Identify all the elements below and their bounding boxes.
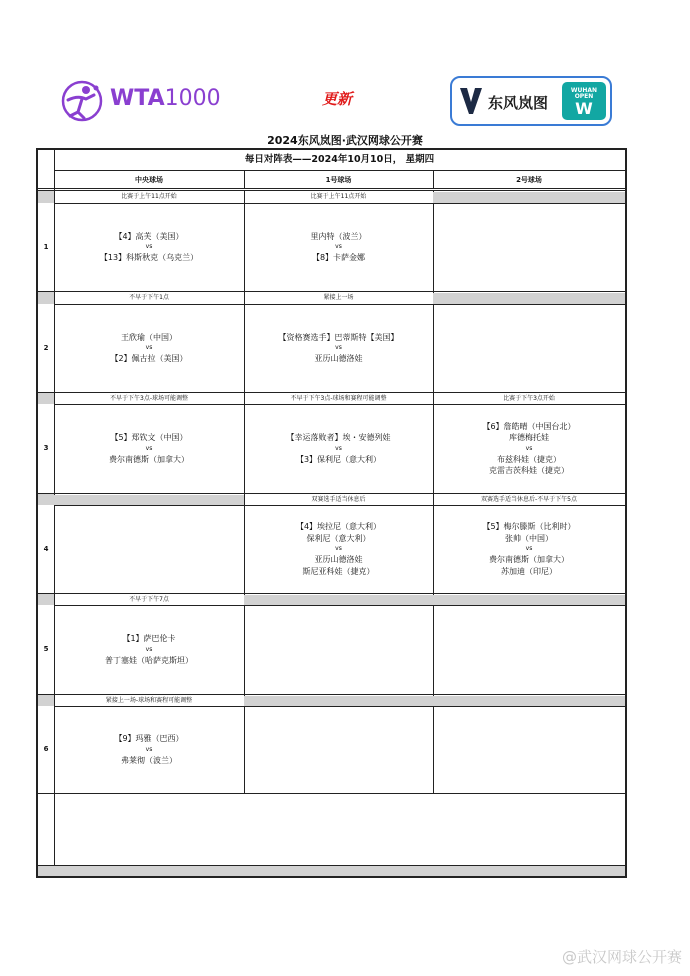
footer-band	[38, 866, 625, 876]
match-cell	[433, 706, 625, 793]
match-cell	[244, 404, 433, 493]
match-cell	[244, 706, 433, 793]
versus-label: vs	[335, 545, 342, 552]
versus-label: vs	[145, 243, 153, 250]
row-divider	[38, 694, 625, 695]
match-note: 比赛于下午3点开始	[503, 395, 555, 402]
versus-label: vs	[525, 444, 533, 452]
match-cell	[433, 203, 625, 291]
note-band-left	[38, 593, 54, 605]
match-cell	[433, 404, 625, 493]
match-order-number: 6	[43, 745, 49, 753]
match-note: 不早于下午3点-球场可能调整	[110, 395, 188, 402]
match-cell	[244, 505, 433, 593]
watermark: @武汉网球公开赛	[561, 948, 682, 966]
player-name: 克雷吉茨科娃（捷克）	[489, 466, 569, 475]
versus-label: vs	[335, 344, 342, 351]
tennis-player-icon	[60, 78, 106, 124]
note-band-left	[38, 190, 54, 203]
match-cell	[54, 203, 244, 291]
player-name: 【4】高芙（美国）	[114, 231, 184, 241]
match-note: 双赛选手适当休息后	[311, 496, 366, 503]
match-note: 紧接上一场	[323, 294, 354, 301]
player-name: 斯尼亚科娃（捷克）	[302, 566, 375, 576]
wta-logo	[60, 78, 240, 126]
player-name: 亚历山德洛娃	[314, 555, 363, 564]
player-name: 亚历山德洛娃	[314, 354, 363, 363]
player-name: 【6】詹皓晴（中国台北）	[482, 421, 576, 431]
match-cell	[433, 605, 625, 694]
schedule-title: 每日对阵表——2024年10月10日， 星期四	[244, 154, 435, 165]
player-name: 里内特（波兰）	[310, 231, 367, 241]
player-name: 【2】佩古拉（美国）	[110, 354, 188, 363]
note-band-left	[38, 694, 54, 706]
badge-w-icon: W	[575, 99, 593, 118]
versus-label: vs	[525, 545, 533, 552]
versus-label: vs	[145, 444, 153, 452]
match-note	[433, 293, 625, 304]
player-name: 【资格赛选手】巴蒂斯特【美国】	[278, 332, 399, 342]
update-label: 更新	[322, 90, 353, 108]
match-order-number: 2	[43, 344, 49, 352]
row-divider	[38, 392, 625, 393]
match-cell	[54, 505, 244, 593]
match-note: 不早于下午1点	[129, 294, 169, 301]
row-divider	[38, 593, 625, 594]
wuhan-open-badge	[562, 82, 606, 120]
match-note: 紧接上一场-球场和赛程可能调整	[105, 697, 193, 704]
match-note: 不早于下午7点	[129, 596, 169, 603]
versus-label: vs	[145, 645, 153, 653]
empty-section-divider	[38, 793, 625, 794]
match-note	[433, 696, 625, 706]
player-name: 王欣瑜（中国）	[121, 332, 177, 342]
row-divider	[38, 291, 625, 292]
player-name: 费尔南德斯（加拿大）	[109, 454, 189, 464]
match-cell	[244, 605, 433, 694]
match-cell	[54, 706, 244, 793]
match-note: 比赛于上午11点开始	[121, 193, 177, 200]
court-header-separator	[244, 170, 245, 188]
court-header-divider	[38, 188, 625, 189]
player-name: 保利尼（意大利）	[306, 533, 371, 543]
match-cell	[244, 203, 433, 291]
court-header-3: 2号球场	[516, 176, 542, 184]
player-name: 【9】玛雅（巴西）	[114, 734, 184, 743]
match-cell	[54, 605, 244, 694]
match-note	[244, 595, 433, 605]
player-name: 库德梅托娃	[509, 433, 549, 442]
player-name: 【幸运落败者】埃・安德列娃	[286, 433, 391, 442]
badge-line2: OPEN	[574, 93, 594, 100]
match-note	[433, 192, 625, 203]
sponsor-name: 东风岚图	[488, 94, 549, 112]
court-header-separator	[433, 170, 434, 188]
player-name: 【5】梅尔滕斯（比利时）	[482, 522, 576, 531]
match-note: 双赛选手适当休息后-不早于下午5点	[481, 496, 577, 503]
match-note	[54, 495, 244, 505]
player-name: 张帅（中国）	[505, 533, 553, 543]
player-name: 【1】萨巴伦卡	[122, 634, 176, 643]
court-header-2: 1号球场	[325, 176, 352, 184]
match-cell	[54, 304, 244, 392]
match-order-number: 4	[43, 545, 49, 553]
player-name: 普丁塞娃（哈萨克斯坦）	[105, 655, 193, 665]
player-name: 苏加迪（印尼）	[501, 566, 557, 576]
match-order-number: 1	[43, 243, 49, 251]
player-name: 【13】科斯秋克（乌克兰）	[99, 253, 199, 262]
match-cell	[54, 404, 244, 493]
court-header-1: 中央球场	[135, 176, 163, 184]
wta-logo-text: WTA1000	[110, 86, 221, 111]
match-order-number: 5	[43, 645, 49, 653]
row-divider	[38, 493, 625, 494]
header-divider	[54, 170, 625, 171]
match-cell	[244, 304, 433, 392]
badge-line1: WUHAN	[570, 87, 598, 94]
versus-label: vs	[145, 344, 153, 351]
player-name: 弗莱彻（波兰）	[121, 755, 177, 765]
versus-label: vs	[145, 745, 153, 753]
match-note: 比赛于上午11点开始	[310, 193, 367, 200]
match-note: 不早于下午3点-球场和赛程可能调整	[290, 395, 387, 402]
note-band-left	[38, 493, 54, 505]
sponsor-mark-icon	[458, 86, 484, 116]
row-divider	[38, 190, 625, 191]
note-band-left	[38, 392, 54, 404]
player-name: 布兹科娃（捷克）	[497, 454, 561, 464]
tournament-title: 2024东风岚图·武汉网球公开赛	[267, 134, 423, 147]
match-order-number: 3	[43, 444, 49, 452]
versus-label: vs	[335, 243, 342, 250]
match-note	[433, 595, 625, 605]
sponsor-logo	[450, 76, 612, 126]
player-name: 【8】卡萨金娜	[311, 253, 366, 262]
match-note	[244, 696, 433, 706]
player-name: 【3】保利尼（意大利）	[295, 454, 382, 464]
versus-label: vs	[335, 444, 342, 452]
match-cell	[433, 505, 625, 593]
player-name: 【5】郑钦文（中国）	[110, 433, 188, 442]
player-name: 【4】埃拉尼（意大利）	[295, 522, 382, 531]
note-band-left	[38, 291, 54, 304]
player-name: 费尔南德斯（加拿大）	[489, 555, 569, 564]
match-cell	[433, 304, 625, 392]
